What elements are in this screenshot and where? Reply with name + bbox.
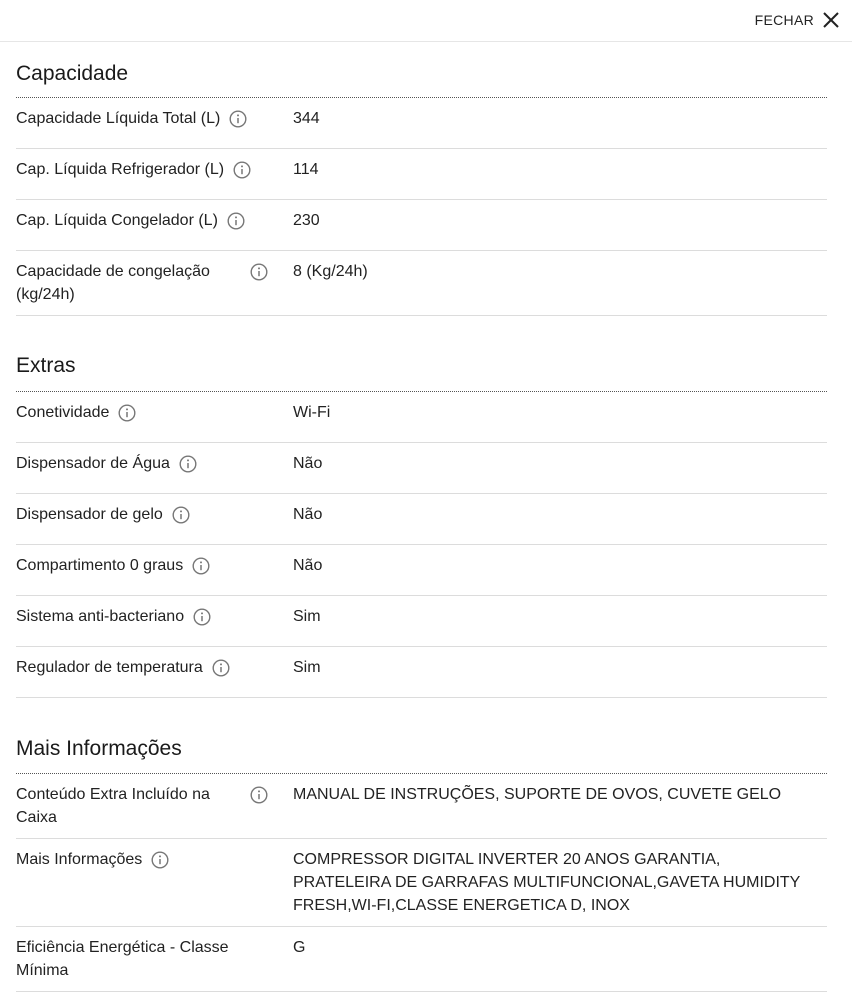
spec-label-wrap: [16, 848, 270, 871]
spec-label: Conetividade: [16, 404, 110, 421]
section-title-extras: Extras: [16, 340, 827, 392]
spec-row: [16, 927, 827, 992]
info-icon[interactable]: [179, 455, 197, 473]
spec-label-wrap: [16, 158, 270, 181]
spec-label: Compartimento 0 graus: [16, 557, 184, 574]
spec-label: Dispensador de Água: [16, 455, 170, 472]
info-icon[interactable]: [250, 263, 268, 281]
spec-row: [16, 839, 827, 927]
spec-value: 344: [293, 110, 320, 127]
spec-label-wrap: [16, 554, 270, 577]
info-icon[interactable]: [233, 161, 251, 179]
info-icon[interactable]: [193, 608, 211, 626]
spec-row: [16, 392, 827, 443]
spec-label: Regulador de temperatura: [16, 659, 203, 676]
spec-label-wrap: [16, 783, 270, 829]
info-icon[interactable]: [118, 404, 136, 422]
close-icon: [822, 11, 840, 29]
info-icon[interactable]: [227, 212, 245, 230]
close-button[interactable]: [755, 9, 840, 31]
spec-value: Não: [293, 557, 323, 574]
info-icon[interactable]: [172, 506, 190, 524]
spec-value: COMPRESSOR DIGITAL INVERTER 20 ANOS GARANTIA, PRATELEIRA DE GARRAFAS MULTIFUNCIONAL,GAVETA HUMIDITY FRESH,WI-FI,CLASSE ENERGETICA D, INOX: [293, 851, 801, 914]
spec-label: Sistema anti-bacteriano: [16, 608, 185, 625]
spec-label-wrap: [16, 656, 270, 679]
info-icon[interactable]: [250, 786, 268, 804]
spec-row: [16, 494, 827, 545]
spec-label: Cap. Líquida Refrigerador (L): [16, 161, 225, 178]
spec-value: Sim: [293, 608, 321, 625]
spec-row: [16, 98, 827, 149]
info-icon[interactable]: [229, 110, 247, 128]
spec-label-wrap: [16, 605, 270, 628]
spec-value: Wi-Fi: [293, 404, 331, 421]
section-gap: [16, 316, 827, 340]
modal-header: [0, 0, 852, 42]
spec-value: Sim: [293, 659, 321, 676]
spec-label: Conteúdo Extra Incluído na Caixa: [16, 786, 210, 826]
spec-label-wrap: [16, 503, 270, 526]
spec-row: [16, 200, 827, 251]
spec-label: Capacidade Líquida Total (L): [16, 110, 221, 127]
info-icon[interactable]: [192, 557, 210, 575]
spec-row: [16, 596, 827, 647]
spec-row: [16, 545, 827, 596]
spec-label-wrap: [16, 936, 270, 982]
spec-value: Não: [293, 455, 323, 472]
spec-value: 230: [293, 212, 320, 229]
spec-label-wrap: [16, 401, 270, 424]
info-icon[interactable]: [151, 851, 169, 869]
spec-content: [16, 42, 827, 992]
spec-value: 114: [293, 161, 319, 178]
spec-label-wrap: [16, 452, 270, 475]
spec-row: [16, 251, 827, 316]
spec-label: Mais Informações: [16, 851, 143, 868]
spec-label: Capacidade de congelação (kg/24h): [16, 263, 210, 303]
spec-row: [16, 443, 827, 494]
info-icon[interactable]: [212, 659, 230, 677]
section-title-mais-informacoes: Mais Informações: [16, 718, 827, 774]
spec-row: [16, 647, 827, 698]
spec-label-wrap: [16, 209, 270, 232]
spec-label-wrap: [16, 107, 270, 130]
section-gap: [16, 698, 827, 718]
spec-label: Dispensador de gelo: [16, 506, 163, 523]
spec-value: G: [293, 939, 306, 956]
spec-label-wrap: [16, 260, 270, 306]
spec-label: Eficiência Energética - Classe Mínima: [16, 939, 229, 979]
spec-row: [16, 149, 827, 200]
spec-label: Cap. Líquida Congelador (L): [16, 212, 218, 229]
spec-value: Não: [293, 506, 323, 523]
spec-value: MANUAL DE INSTRUÇÕES, SUPORTE DE OVOS, CUVETE GELO: [293, 786, 782, 803]
section-title-capacidade: Capacidade: [16, 42, 827, 98]
spec-row: [16, 774, 827, 839]
close-label: FECHAR: [754, 12, 814, 28]
spec-value: 8 (Kg/24h): [293, 263, 368, 280]
